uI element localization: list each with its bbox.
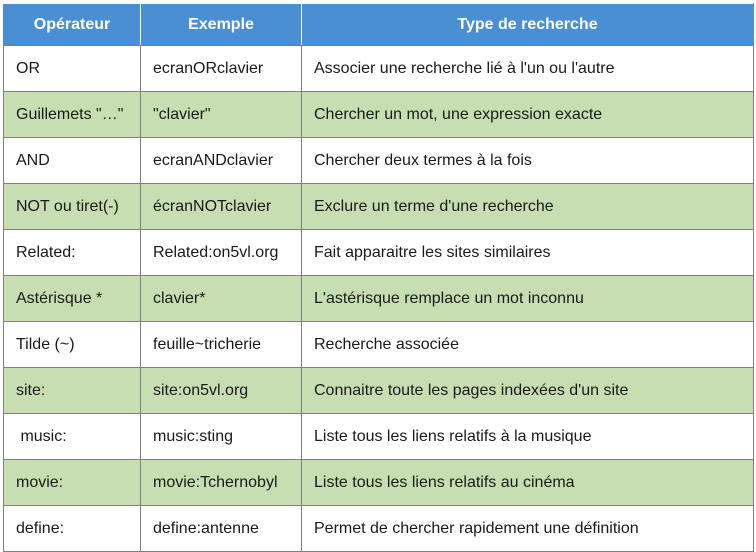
cell-operator: Tilde (~) (4, 322, 141, 368)
table-header (4, 4, 754, 46)
table-row (4, 414, 754, 460)
cell-description: Permet de chercher rapidement une définition (302, 506, 754, 552)
cell-example: ecranORclavier (141, 46, 302, 92)
header-search-type: Type de recherche (302, 4, 754, 46)
cell-description: Chercher un mot, une expression exacte (302, 92, 754, 138)
cell-operator: NOT ou tiret(-) (4, 184, 141, 230)
header-row (4, 4, 754, 46)
search-operators-table (3, 3, 754, 552)
cell-operator: Guillemets "…" (4, 92, 141, 138)
cell-description: Recherche associée (302, 322, 754, 368)
table-row (4, 368, 754, 414)
cell-description: Exclure un terme d'une recherche (302, 184, 754, 230)
cell-description: L'astérisque remplace un mot inconnu (302, 276, 754, 322)
cell-description: Chercher deux termes à la fois (302, 138, 754, 184)
table-row (4, 460, 754, 506)
table-row (4, 138, 754, 184)
cell-operator: movie: (4, 460, 141, 506)
cell-example: site:on5vl.org (141, 368, 302, 414)
table-row (4, 46, 754, 92)
table-row (4, 184, 754, 230)
cell-example: écranNOTclavier (141, 184, 302, 230)
table-row (4, 230, 754, 276)
table-row (4, 506, 754, 552)
cell-example: define:antenne (141, 506, 302, 552)
table-row (4, 322, 754, 368)
cell-operator: AND (4, 138, 141, 184)
cell-description: Liste tous les liens relatifs au cinéma (302, 460, 754, 506)
cell-example: movie:Tchernobyl (141, 460, 302, 506)
cell-example: "clavier" (141, 92, 302, 138)
cell-description: Liste tous les liens relatifs à la musique (302, 414, 754, 460)
cell-example: ecranANDclavier (141, 138, 302, 184)
cell-example: clavier* (141, 276, 302, 322)
cell-operator: define: (4, 506, 141, 552)
cell-operator: Astérisque * (4, 276, 141, 322)
table-body (4, 46, 754, 552)
cell-description: Connaitre toute les pages indexées d'un site (302, 368, 754, 414)
cell-operator: Related: (4, 230, 141, 276)
cell-operator: music: (4, 414, 141, 460)
cell-example: music:sting (141, 414, 302, 460)
header-example: Exemple (141, 4, 302, 46)
cell-operator: OR (4, 46, 141, 92)
cell-example: feuille~tricherie (141, 322, 302, 368)
table-row (4, 92, 754, 138)
cell-operator: site: (4, 368, 141, 414)
cell-example: Related:on5vl.org (141, 230, 302, 276)
cell-description: Associer une recherche lié à l'un ou l'autre (302, 46, 754, 92)
cell-description: Fait apparaitre les sites similaires (302, 230, 754, 276)
table-row (4, 276, 754, 322)
header-operator: Opérateur (4, 4, 141, 46)
